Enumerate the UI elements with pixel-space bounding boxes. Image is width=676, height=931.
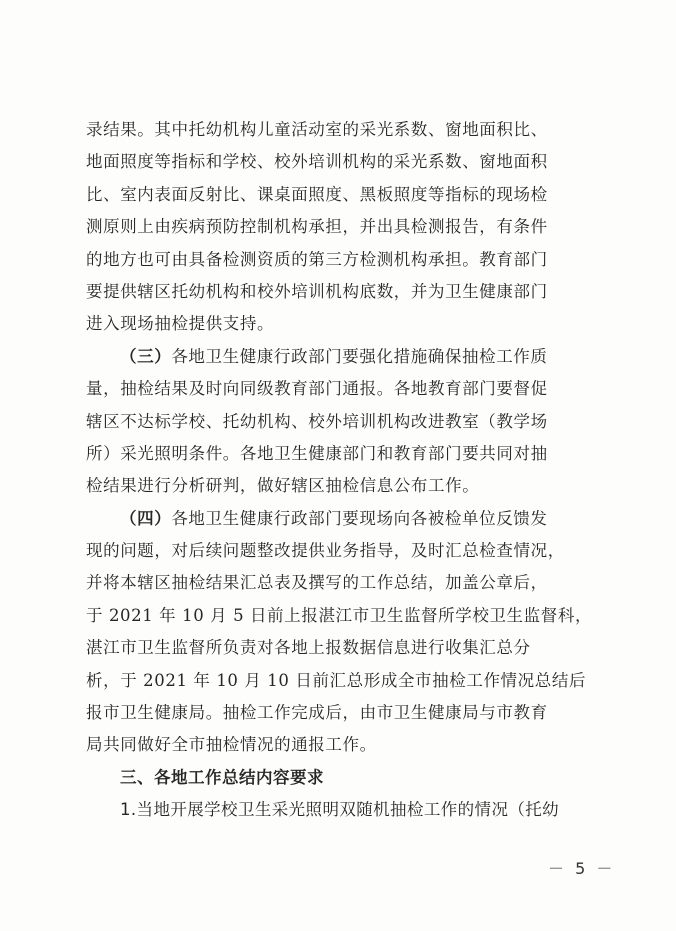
text-line: 检结果进行分析研判，做好辖区抽检信息公布工作。 — [86, 476, 480, 496]
text-line: 辖区不达标学校、托幼机构、校外培训机构改进教室（教学场 — [86, 411, 548, 431]
text-line — [86, 503, 616, 535]
paragraph-2 — [86, 341, 616, 503]
paragraph-3 — [86, 503, 616, 762]
section-heading: 三、各地工作总结内容要求 — [120, 767, 324, 787]
paragraph-label: （四） — [120, 508, 172, 528]
page-number: － 5 － — [548, 859, 616, 878]
text-line: 地面照度等指标和学校、校外培训机构的采光系数、窗地面积 — [86, 152, 548, 172]
list-item: 1.当地开展学校卫生采光照明双随机抽检工作的情况（托幼 — [120, 800, 560, 820]
text-line: 所）采光照明条件。各地卫生健康部门和教育部门要共同对抽 — [86, 443, 548, 463]
body-text — [86, 114, 616, 827]
text-line: 报市卫生健康局。抽检工作完成后，由市卫生健康局与市教育 — [86, 703, 548, 723]
text-line: 析，于 2021 年 10 月 10 日前汇总形成全市抽检工作情况总结后 — [86, 670, 587, 690]
text-line: 湛江市卫生监督所负责对各地上报数据信息进行收集汇总分 — [86, 638, 531, 658]
text-line: 现的问题，对后续问题整改提供业务指导，及时汇总检查情况， — [86, 541, 565, 561]
text-line: 进入现场抽检提供支持。 — [86, 314, 275, 334]
text-line: 局共同做好全市抽检情况的通报工作。 — [86, 735, 377, 755]
paragraph-label: （三） — [120, 346, 172, 366]
text-line: 的地方也可由具备检测资质的第三方检测机构承担。教育部门 — [86, 249, 548, 269]
text-segment: 各地卫生健康行政部门要现场向各被检单位反馈发 — [171, 508, 548, 528]
text-line: 于 2021 年 10 月 5 日前上报湛江市卫生监督所学校卫生监督科， — [86, 605, 593, 625]
text-line: 要提供辖区托幼机构和校外培训机构底数，并为卫生健康部门 — [86, 281, 548, 301]
text-line — [86, 341, 616, 373]
text-line: 量，抽检结果及时向同级教育部门通报。各地教育部门要督促 — [86, 379, 548, 399]
text-line: 比、室内表面反射比、课桌面照度、黑板照度等指标的现场检 — [86, 184, 548, 204]
text-line: 并将本辖区抽检结果汇总表及撰写的工作总结，加盖公章后， — [86, 573, 548, 593]
paragraph-1 — [86, 114, 616, 341]
text-segment: 各地卫生健康行政部门要强化措施确保抽检工作质 — [171, 346, 548, 366]
text-line: 录结果。其中托幼机构儿童活动室的采光系数、窗地面积比、 — [86, 120, 548, 139]
text-line: 测原则上由疾病预防控制机构承担，并出具检测报告，有条件 — [86, 217, 548, 237]
